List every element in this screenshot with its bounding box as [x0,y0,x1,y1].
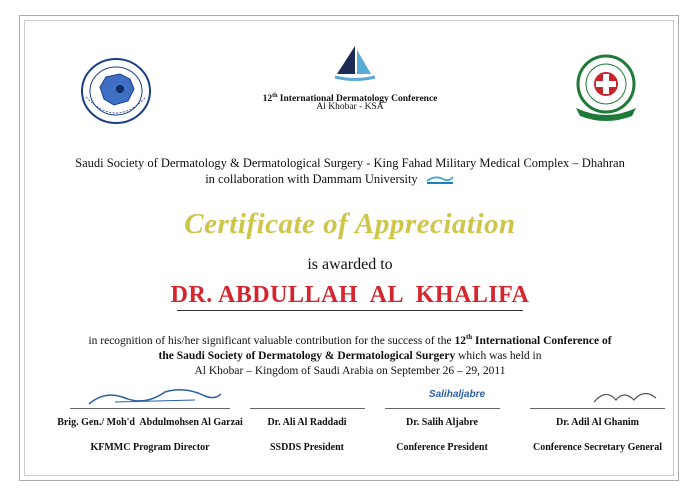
signatory-1-title: KFMMC Program Director [90,442,210,453]
signatory-1 [55,416,245,454]
signatory-4-title: Conference Secretary General [532,442,663,453]
signature-line-1 [70,408,230,409]
signatory-2-title: SSDDS President [270,442,344,453]
signatory-3-title: Conference President [396,442,488,453]
signature-4 [590,386,660,408]
university-logo [425,173,455,185]
collaboration-line [40,172,620,187]
recognition-paragraph [40,330,660,379]
signature-1 [85,384,225,410]
signatory-3 [367,416,517,454]
sail-logo [333,44,377,86]
awarded-text: is awarded to [307,256,393,273]
signatory-1-name: Brig. Gen./ Moh'd Abdulmohsen Al Garzai [57,417,243,428]
signatory-4 [520,416,675,454]
body-conf-suffix: th [465,333,473,341]
recipient-name: DR. ABDULLAH AL KHALIFA [170,282,530,308]
signature-line-3 [385,408,500,409]
signature-line-4 [530,408,665,409]
name-underline [177,310,523,311]
certificate-title: Certificate of Appreciation [184,208,516,240]
signatory-2 [232,416,382,454]
body-line-3: Al Khobar – Kingdom of Saudi Arabia on September 26 – 29, 2011 [194,364,506,377]
society-seal-logo [80,57,152,125]
collaboration-text: in collaboration with Dammam University [205,172,418,186]
body-line-1a: in recognition of his/her significant valuable contribution for the success of the [88,334,455,347]
signatory-3-name: Dr. Salih Aljabre [406,417,478,428]
signature-line-2 [250,408,365,409]
organizers-line: Saudi Society of Dermatology & Dermatological Surgery - King Fahad Military Medical Complex – Dhahran [75,156,625,170]
body-conf-number: 12 [454,334,466,347]
body-line-2b: which was held in [455,349,542,362]
body-society-name: the Saudi Society of Dermatology & Dermatological Surgery [158,349,456,362]
signatory-2-name: Dr. Ali Al Raddadi [267,417,347,428]
signatory-4-name: Dr. Adil Al Ghanim [556,417,639,428]
conference-location: Al Khobar - KSA [316,102,384,112]
signature-3-text: Salihaljabre [428,389,486,400]
body-line-1b: International Conference of [472,334,612,347]
conference-title: 12th International Dermatology Conference [262,93,438,105]
medical-complex-emblem [568,52,644,122]
